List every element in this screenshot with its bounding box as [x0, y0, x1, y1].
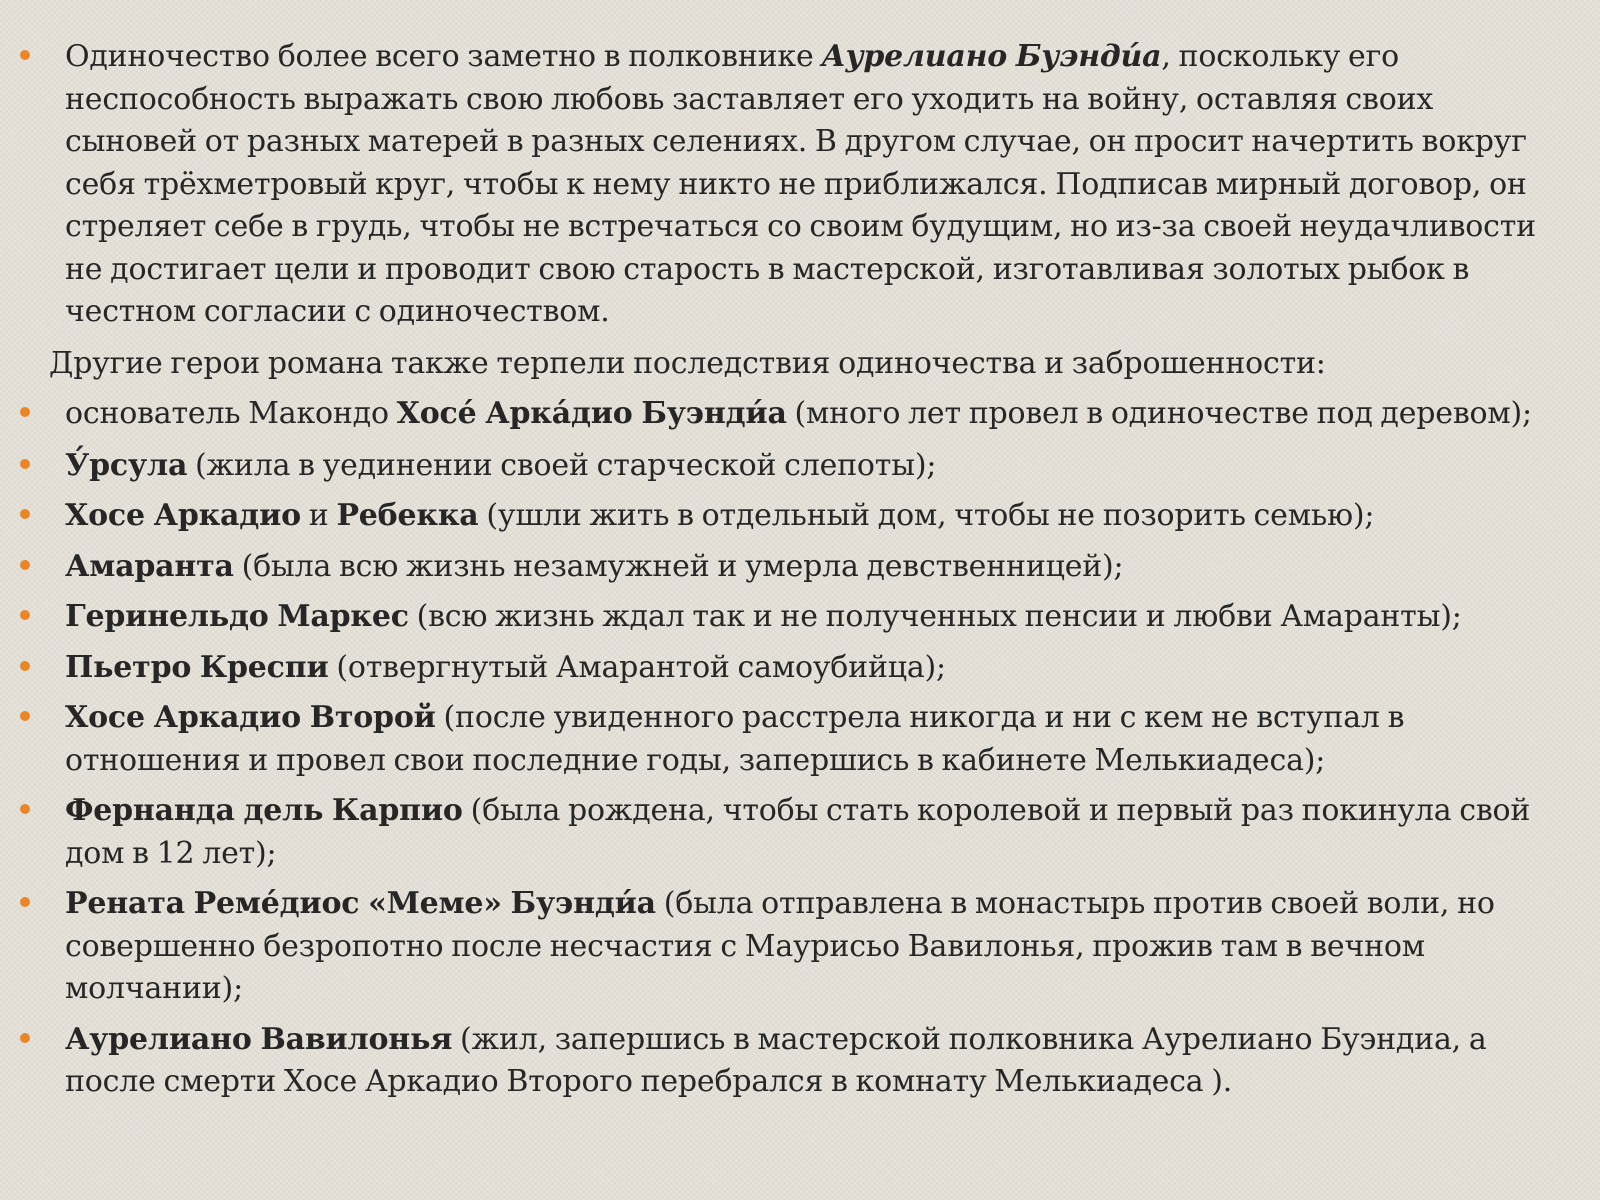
- character-name: Аурелиано Вавилонья: [65, 1021, 453, 1057]
- bullet-dot-icon: [20, 610, 30, 620]
- item-description: (много лет провел в одиночестве под деревом);: [786, 396, 1532, 431]
- bullet-dot-icon: [20, 407, 30, 417]
- bullet-dot-icon: [20, 804, 30, 814]
- bullet-dot-icon: [20, 1033, 30, 1043]
- item-prefix: основатель Макондо: [65, 396, 397, 431]
- bullet-dot-icon: [20, 509, 30, 519]
- intro-text: Другие герои романа также терпели последствия одиночества и заброшенности:: [49, 345, 1326, 381]
- bullet-dot-icon: [20, 661, 30, 671]
- character-name: У́рсула: [65, 447, 188, 483]
- bullet-dot-icon: [20, 50, 30, 60]
- item-description: (всю жизнь ждал так и не полученных пенсии и любви Амаранты);: [408, 599, 1462, 634]
- bullet-dot-icon: [20, 711, 30, 721]
- bullet-dot-icon: [20, 897, 30, 907]
- list-item-ursula: [18, 445, 1560, 488]
- item-description: (после увиденного расстрела никогда и ни с кем не вступал в отношения и провел свои последние годы, запершись в кабинете Мелькиадеса);: [65, 700, 1405, 778]
- item-conjunction: и: [300, 498, 337, 533]
- list-item-gerineldo: [18, 596, 1560, 639]
- character-name-second: Ребекка: [336, 498, 479, 533]
- character-name: Хосе Аркадио: [65, 498, 301, 533]
- character-name: Фернанда дель Карпио: [65, 793, 463, 828]
- list-item-jose-arcadio-segundo: [18, 697, 1560, 782]
- list-item-aureliano-babilonia: [18, 1019, 1560, 1104]
- list-item-meme: [18, 883, 1560, 1011]
- character-name: Хосе́ Арка́дио Буэнди́а: [396, 396, 787, 431]
- item-description: (жила в уединении своей старческой слепоты);: [187, 447, 937, 483]
- list-item-jose-arcadio-buendia: [18, 393, 1560, 436]
- bullet-paragraph-aureliano: [18, 36, 1560, 334]
- item-description: (была отправлена в монастырь против своей воли, но совершенно безропотно после несчастия с Маурисьо Вавилонья, прожив там в вечном молчании);: [65, 886, 1495, 1006]
- character-name: Геринельдо Маркес: [65, 599, 409, 634]
- character-name: Аурелиано Буэнди́а: [821, 39, 1162, 74]
- list-item-fernanda: [18, 790, 1560, 875]
- item-description: (жил, запершись в мастерской полковника Аурелиано Буэндиа, а после смерти Хосе Аркадио Второго перебрался в комнату Мелькиадеса ).: [65, 1021, 1487, 1099]
- list-item-pietro: [18, 647, 1560, 690]
- character-name: Хосе Аркадио Второй: [65, 700, 436, 735]
- list-item-jose-arcadio-rebeca: [18, 495, 1560, 538]
- paragraph-text-before: Одиночество более всего заметно в полковнике: [65, 39, 822, 74]
- paragraph-text-after: , поскольку его неспособность выражать свою любовь заставляет его уходить на войну, оставляя своих сыновей от разных матерей в разных селениях. В другом случае, он просит начертить вокруг себя трёхметровый круг, чтобы к нему никто не приближался. Подписав мирный договор, он стреляет себе в грудь, чтобы не встречаться со своим будущим, но из-за своей неудачливости не достигает цели и проводит свою старость в мастерской, изготавливая золотых рыбок в честном согласии с одиночеством.: [65, 39, 1536, 329]
- item-description: (отвергнутый Амарантой самоубийца);: [328, 649, 946, 685]
- character-name: Амаранта: [65, 548, 234, 584]
- character-name: Рената Реме́диос «Меме» Буэнди́а: [65, 886, 656, 921]
- item-description: (была рождена, чтобы стать королевой и первый раз покинула свой дом в 12 лет);: [65, 793, 1531, 871]
- bullet-dot-icon: [20, 560, 30, 570]
- item-description: (ушли жить в отдельный дом, чтобы не позорить семью);: [478, 498, 1375, 533]
- character-name: Пьетро Креспи: [65, 649, 329, 685]
- item-description: (была всю жизнь незамужней и умерла девственницей);: [233, 548, 1124, 584]
- bullet-dot-icon: [20, 459, 30, 469]
- list-item-amaranta: [18, 546, 1560, 589]
